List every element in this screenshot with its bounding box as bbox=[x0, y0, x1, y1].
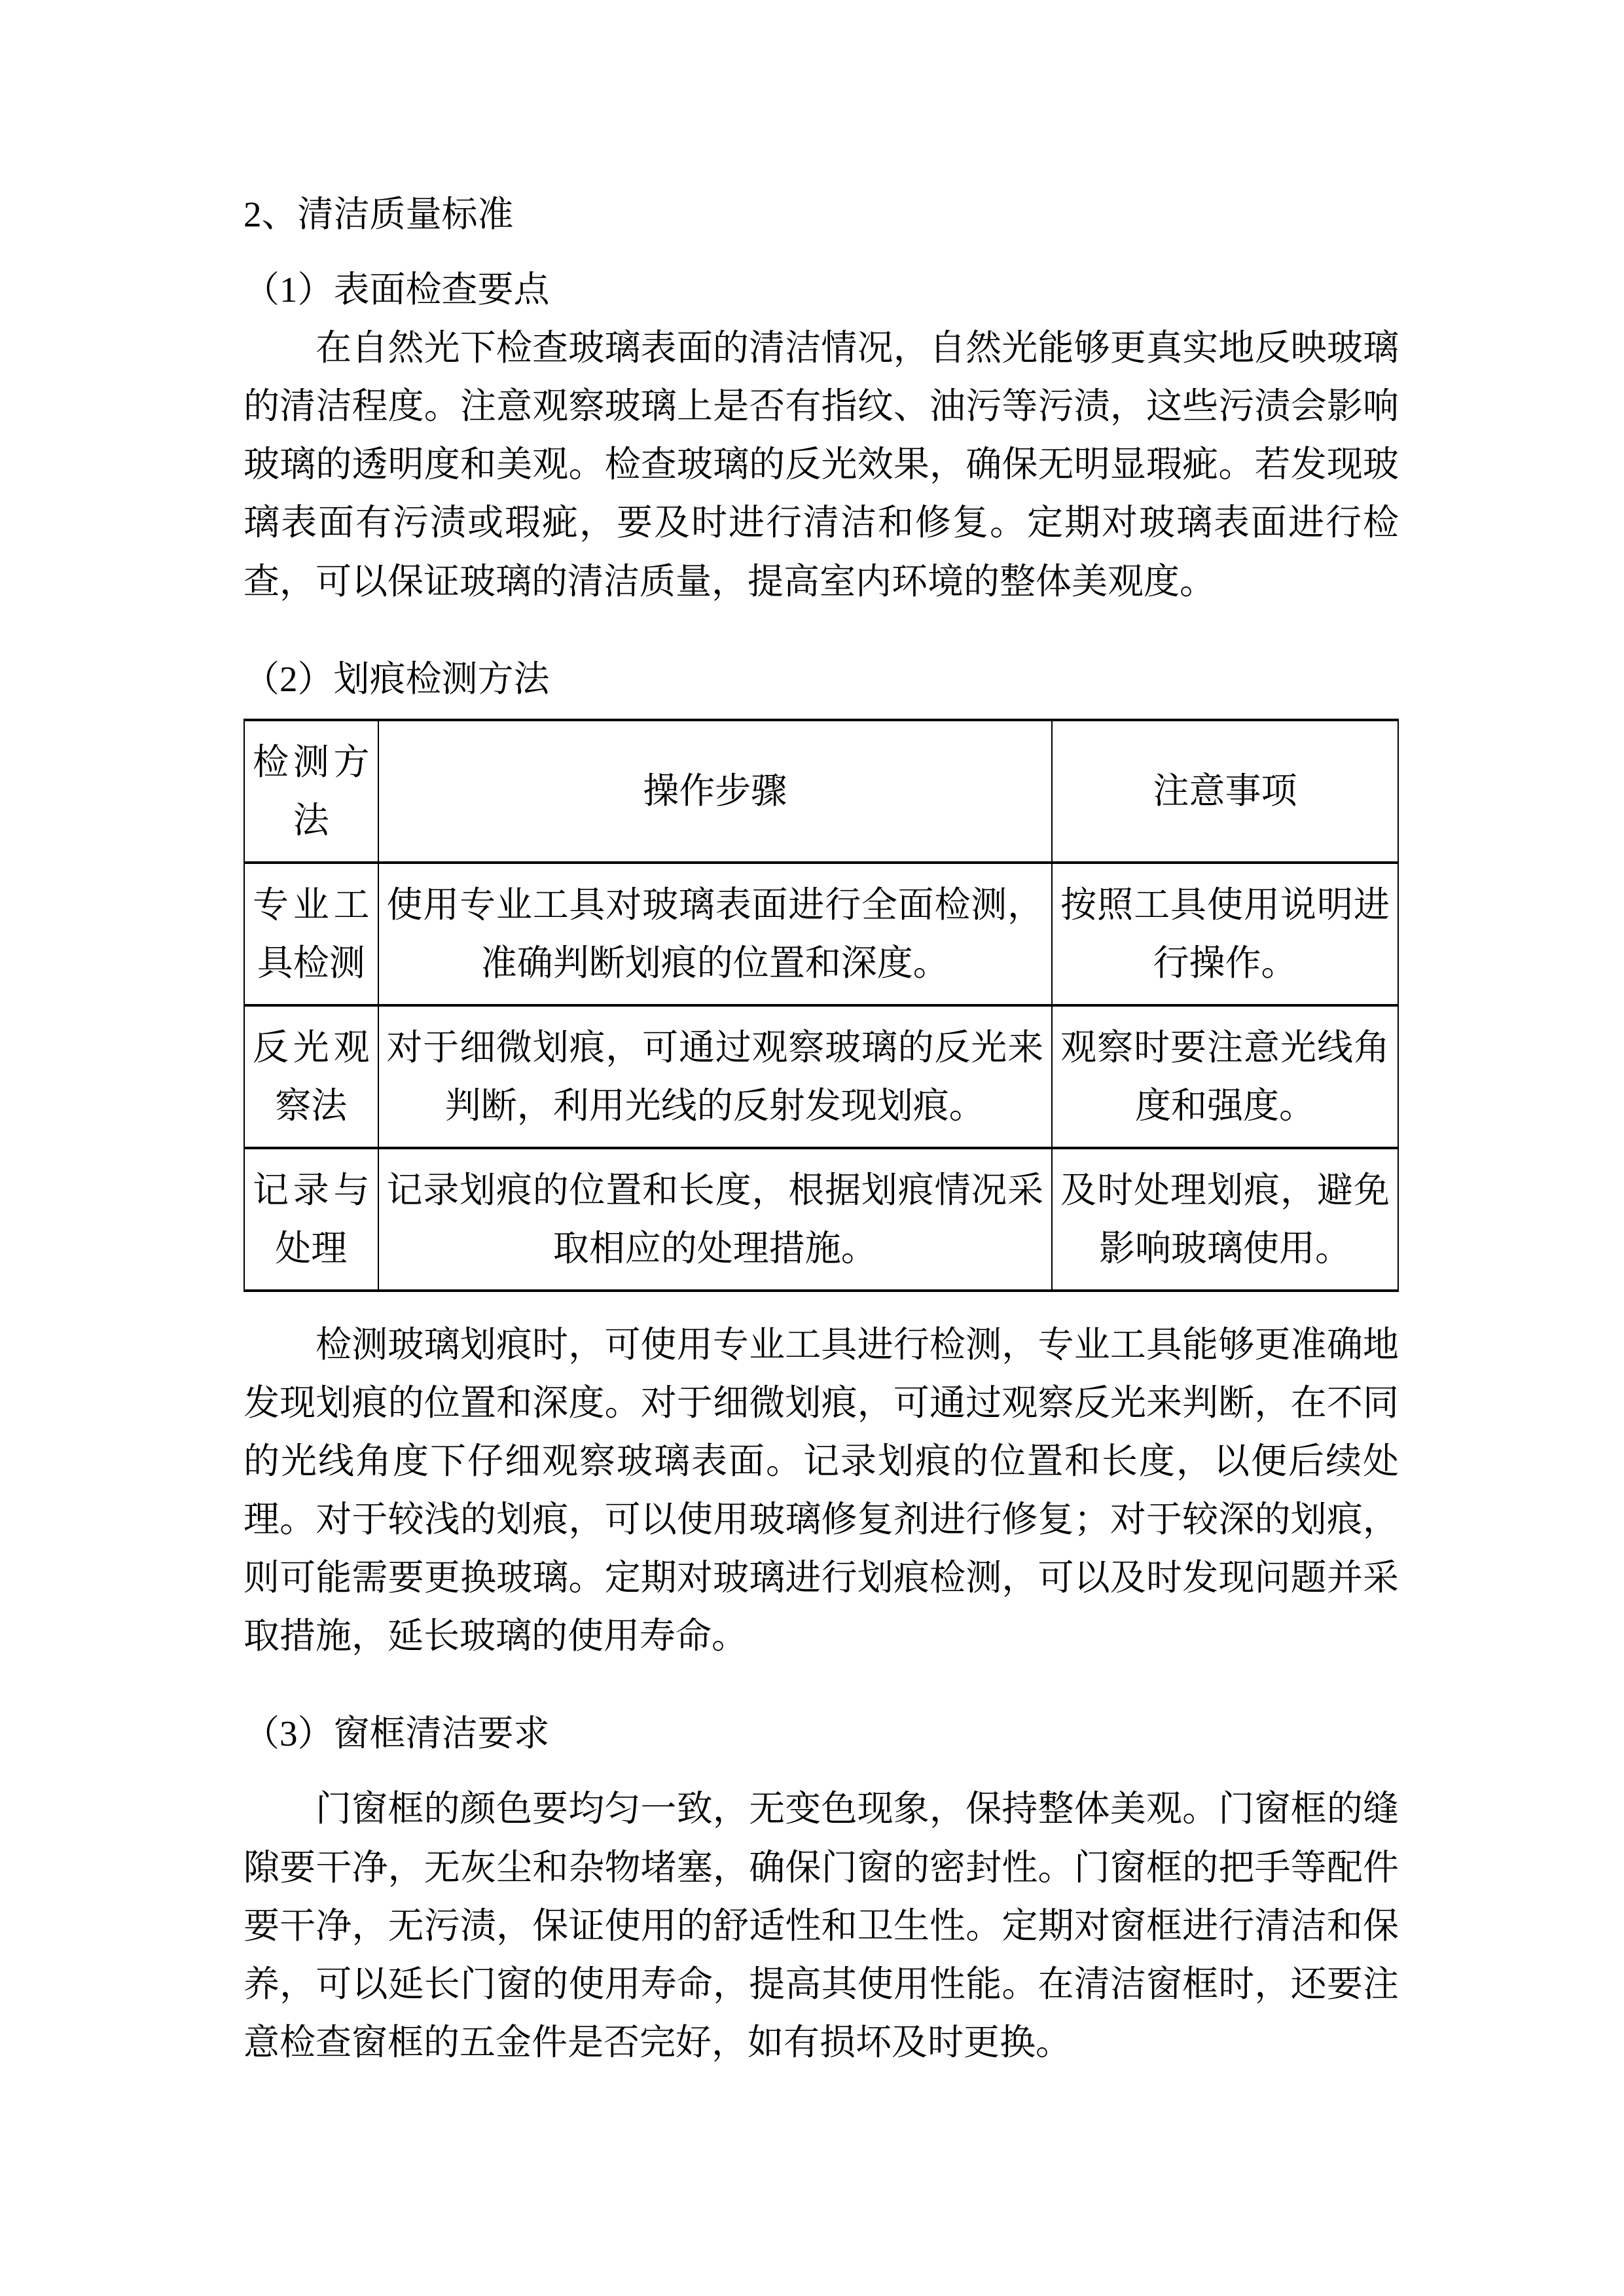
cell-notes: 及时处理划痕，避免影响玻璃使用。 bbox=[1052, 1148, 1398, 1291]
header-cell-notes: 注意事项 bbox=[1052, 720, 1398, 863]
section-2-paragraph: 检测玻璃划痕时，可使用专业工具进行检测，专业工具能够更准确地发现划痕的位置和深度。对于细微划痕，可通过观察反光来判断，在不同的光线角度下仔细观察玻璃表面。记录划痕的位置和长度，以便后续处理。对于较浅的划痕，可以使用玻璃修复剂进行修复；对于较深的划痕，则可能需要更换玻璃。定期对玻璃进行划痕检测，可以及时发现问题并采取措施，延长玻璃的使用寿命。 bbox=[244, 1324, 1399, 1657]
cell-steps: 记录划痕的位置和长度，根据划痕情况采取相应的处理措施。 bbox=[378, 1148, 1053, 1291]
table-row bbox=[244, 863, 1398, 1005]
section-1-paragraph: 在自然光下检查玻璃表面的清洁情况，自然光能够更真实地反映玻璃的清洁程度。注意观察玻璃上是否有指纹、油污等污渍，这些污渍会影响玻璃的透明度和美观。检查玻璃的反光效果，确保无明显瑕疵。若发现玻璃表面有污渍或瑕疵，要及时进行清洁和修复。定期对玻璃表面进行检查，可以保证玻璃的清洁质量，提高室内环境的整体美观度。 bbox=[244, 328, 1399, 601]
cell-steps: 使用专业工具对玻璃表面进行全面检测，准确判断划痕的位置和深度。 bbox=[378, 863, 1053, 1005]
table-row bbox=[244, 1148, 1398, 1291]
scratch-detection-table bbox=[244, 719, 1399, 1292]
cell-steps: 对于细微划痕，可通过观察玻璃的反光来判断，利用光线的反射发现划痕。 bbox=[378, 1005, 1053, 1148]
header-cell-steps: 操作步骤 bbox=[378, 720, 1053, 863]
cell-method: 专业工具检测 bbox=[244, 863, 378, 1005]
cell-method: 记录与处理 bbox=[244, 1148, 378, 1291]
cell-notes: 按照工具使用说明进行操作。 bbox=[1052, 863, 1398, 1005]
doc-heading: 2、清洁质量标准 bbox=[244, 194, 514, 234]
cell-method: 反光观察法 bbox=[244, 1005, 378, 1148]
section-1-title: （1）表面检查要点 bbox=[244, 270, 550, 310]
section-2-title: （2）划痕检测方法 bbox=[244, 658, 550, 699]
section-3-paragraph: 门窗框的颜色要均匀一致，无变色现象，保持整体美观。门窗框的缝隙要干净，无灰尘和杂物堵塞，确保门窗的密封性。门窗框的把手等配件要干净，无污渍，保证使用的舒适性和卫生性。定期对窗框进行清洁和保养，可以延长门窗的使用寿命，提高其使用性能。在清洁窗框时，还要注意检查窗框的五金件是否完好，如有损坏及时更换。 bbox=[244, 1789, 1399, 2062]
header-cell-method: 检测方法 bbox=[244, 720, 378, 863]
table-row bbox=[244, 1005, 1398, 1148]
section-3-title: （3）窗框清洁要求 bbox=[244, 1713, 550, 1754]
cell-notes: 观察时要注意光线角度和强度。 bbox=[1052, 1005, 1398, 1148]
table-header-row bbox=[244, 720, 1398, 863]
